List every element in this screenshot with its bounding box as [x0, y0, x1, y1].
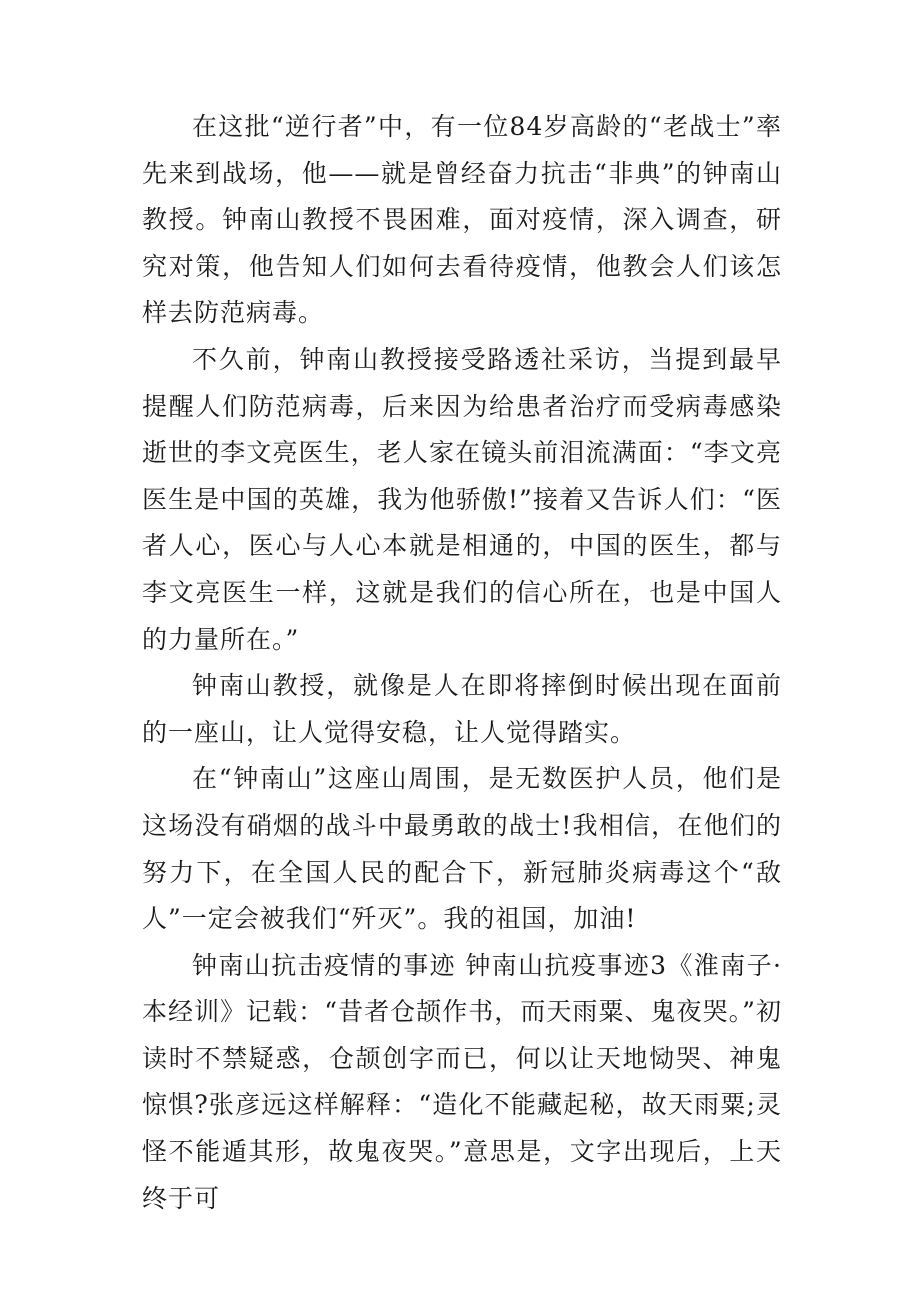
paragraph-4: 在“钟南山”这座山周围，是无数医护人员，他们是这场没有硝烟的战斗中最勇敢的战士!我相信，在他们的努力下，在全国人民的配合下，新冠肺炎病毒这个“敌人”一定会被我们“歼灭”。我的祖国，加油! — [142, 764, 782, 934]
paragraph-3: 钟南山教授，就像是人在即将摔倒时候出现在面前的一座山，让人觉得安稳，让人觉得踏实。 — [142, 671, 782, 747]
document-body — [142, 104, 782, 1222]
paragraph-5: 钟南山抗击疫情的事迹 钟南山抗疫事迹3《淮南子·本经训》记载：“昔者仓颉作书，而天雨粟、鬼夜哭。”初读时不禁疑惑，仓颉创字而已，何以让天地恸哭、神鬼惊惧?张彦远这样解释：“造化不能藏起秘，故天雨粟;灵怪不能遁其形，故鬼夜哭。”意思是，文字出现后，上天终于可 — [142, 950, 782, 1213]
paragraph-1: 在这批“逆行者”中，有一位84岁高龄的“老战士”率先来到战场，他——就是曾经奋力抗击“非典”的钟南山教授。钟南山教授不畏困难，面对疫情，深入调查，研究对策，他告知人们如何去看待疫情，他教会人们该怎样去防范病毒。 — [142, 112, 782, 328]
paragraph-2: 不久前，钟南山教授接受路透社采访，当提到最早提醒人们防范病毒，后来因为给患者治疗而受病毒感染逝世的李文亮医生，老人家在镜头前泪流满面：“李文亮医生是中国的英雄，我为他骄傲!”接着又告诉人们：“医者人心，医心与人心本就是相通的，中国的医生，都与李文亮医生一样，这就是我们的信心所在，也是中国人的力量所在。” — [142, 344, 782, 654]
